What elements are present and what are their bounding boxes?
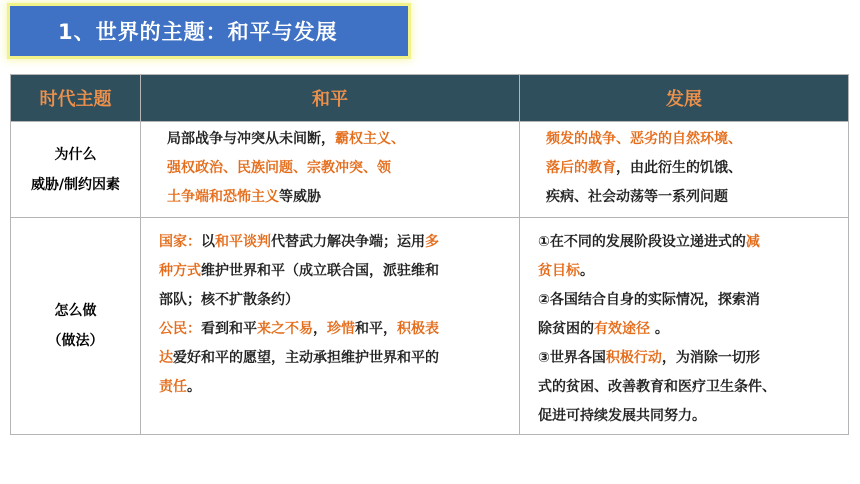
row-label-how [11,218,141,435]
row-label-line: 威胁/制约因素 [30,176,121,193]
text-line [167,154,509,183]
highlight-text: 土争端和恐怖主义 [167,189,279,205]
row-label-why [11,122,141,218]
body-text: ，为消除一切形 [661,350,760,366]
header-development: 发展 [520,75,849,122]
highlight-text: 积极表 [397,321,439,337]
title-banner [10,6,408,56]
table-row-why [11,122,849,218]
text-line [546,183,842,212]
text-line [538,315,842,344]
highlight-text: 落后的教育 [546,160,616,176]
highlight-text: 种方式 [159,263,201,279]
text-line [538,257,842,286]
row-label-line: 怎么做 [54,303,97,319]
body-text: ③世界各国 [538,350,606,366]
highlight-text: 和平谈判 [215,234,271,250]
highlight-text: 多 [425,234,439,250]
body-text: 以 [201,234,215,250]
body-text: ，由此衍生的饥饿、 [616,160,742,176]
body-text: 维护世界和平（成立联合国，派驻维和 [201,263,439,279]
body-text: 促进可持续发展共同努力。 [538,408,706,424]
body-text: 。 [187,379,201,395]
body-text: ②各国结合自身的实际情况，探索消 [538,292,760,308]
body-text: 等威胁 [279,189,321,205]
highlight-text: 国家： [159,234,201,250]
body-text: 爱好和平的愿望，主动承担维护世界和平的 [173,350,439,366]
body-text: 。 [650,321,669,337]
body-text: 。 [580,263,594,279]
text-line [167,183,509,212]
row-label-line: 为什么 [54,146,97,163]
theme-table [10,74,849,435]
body-text: 除贫困的 [538,321,594,337]
cell-peace-how [141,218,520,435]
body-text: 疾病、社会动荡等一系列问题 [546,189,728,205]
body-text: 代替武力解决争端；运用 [271,234,425,250]
body-text: 式的贫困、改善教育和医疗卫生条件、 [538,379,776,395]
row-label-line: （做法） [47,333,104,349]
cell-peace-why [141,122,520,218]
header-peace: 和平 [141,75,520,122]
text-line [538,286,842,315]
text-line [159,315,515,344]
body-text: 部队；核不扩散条约） [159,292,299,308]
text-line [538,402,842,431]
body-text: ， [313,321,327,337]
highlight-text: 珍惜 [327,321,355,337]
highlight-text: 贫目标 [538,263,580,279]
highlight-text: 强权政治、民族问题、宗教冲突、领 [167,160,391,176]
text-line [159,257,515,286]
highlight-text: 有效途径 [594,321,650,337]
text-line [546,154,842,183]
header-era-theme: 时代主题 [11,75,141,122]
body-text: 和平， [355,321,397,337]
body-text: ①在不同的发展阶段设立递进式的 [538,234,746,250]
table-row-how [11,218,849,435]
highlight-text: 达 [159,350,173,366]
table-header-row [11,75,849,122]
text-line [159,344,515,373]
highlight-text: 公民： [159,321,201,337]
text-line [538,373,842,402]
slide-title: 1、世界的主题：和平与发展 [58,20,338,44]
cell-development-why [520,122,849,218]
highlight-text: 减 [745,234,760,250]
highlight-text: 霸权主义、 [335,131,405,147]
text-line [538,228,842,257]
body-text: 局部战争与冲突从未间断， [167,131,335,147]
highlight-text: 责任 [159,379,187,395]
text-line [538,344,842,373]
text-line [546,125,842,154]
text-line [159,286,515,315]
cell-development-how [520,218,849,435]
highlight-text: 频发的战争、恶劣的自然环境、 [546,131,742,147]
text-line [159,373,515,402]
highlight-text: 积极行动 [605,350,662,366]
highlight-text: 来之不易 [257,321,313,337]
text-line [159,228,515,257]
text-line [167,125,509,154]
body-text: 看到和平 [201,321,257,337]
